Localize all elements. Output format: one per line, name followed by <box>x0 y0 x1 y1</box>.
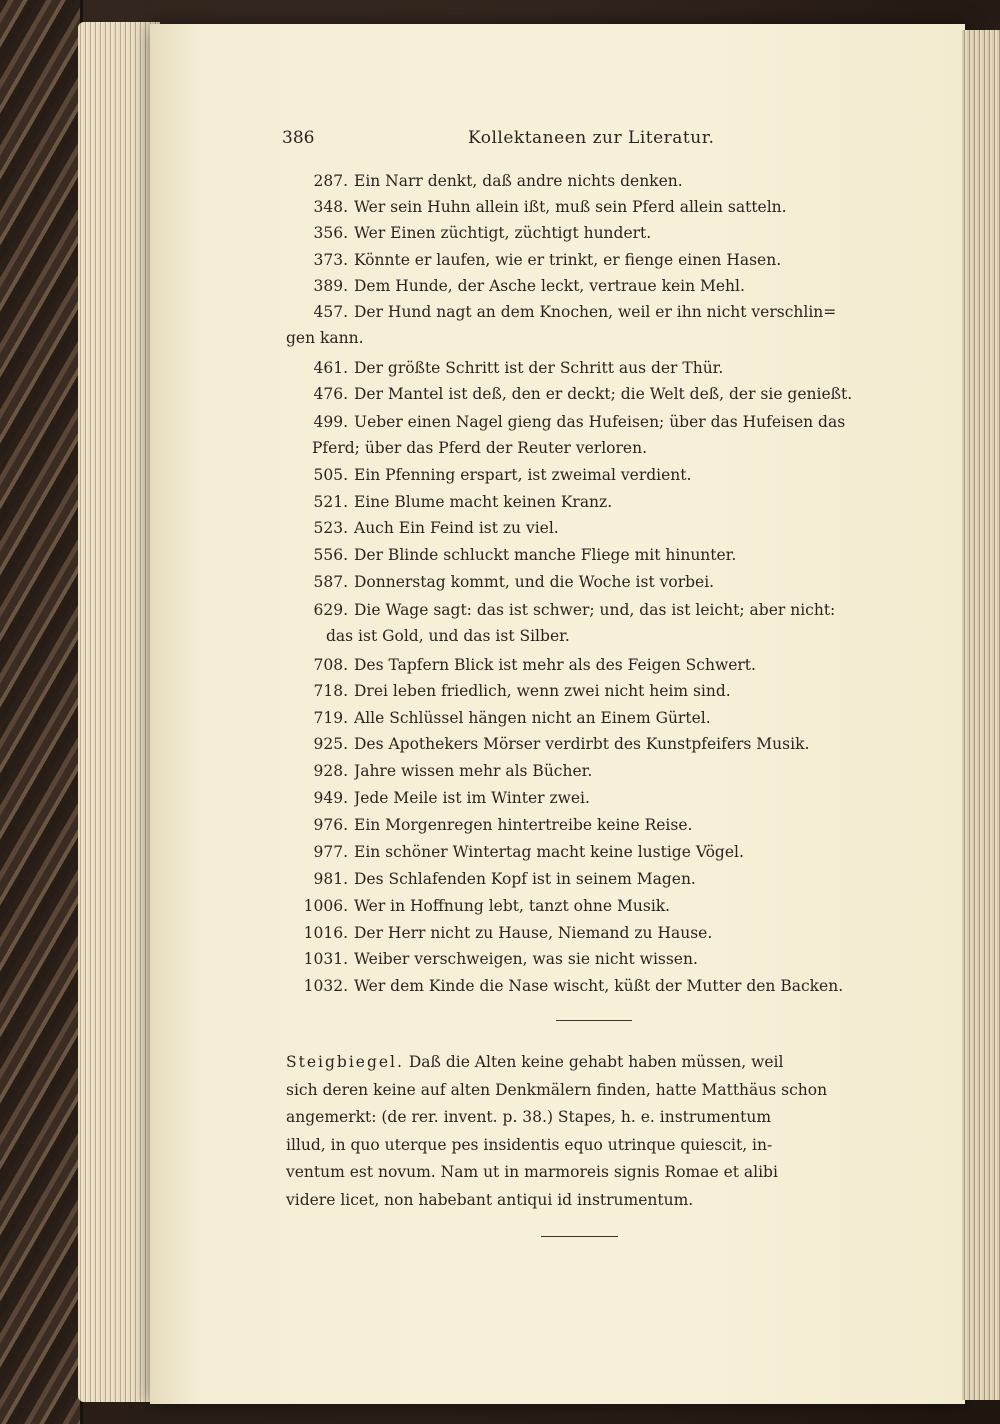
proverb-text: Alle Schlüssel hängen nicht an Einem Gürtel. <box>354 709 711 727</box>
proverb-number: 949. <box>313 789 348 807</box>
proverb-number: 718. <box>313 682 348 700</box>
proverb-text: Der Herr nicht zu Hause, Niemand zu Hause. <box>354 924 713 942</box>
proverb-row <box>282 920 902 946</box>
proverb-number: 1031. <box>303 950 348 968</box>
proverb-text: Ein Morgenregen hintertreibe keine Reise. <box>354 816 693 834</box>
proverb-row <box>282 381 902 407</box>
proverb-text: Wer sein Huhn allein ißt, muß sein Pferd allein satteln. <box>354 198 787 216</box>
proverb-text: Des Tapfern Blick ist mehr als des Feigen Schwert. <box>354 656 756 674</box>
proverb-number: 977. <box>313 843 348 861</box>
proverb-text: Ein schöner Wintertag macht keine lustige Vögel. <box>354 843 744 861</box>
entry-line: angemerkt: (de rer. invent. p. 38.) Stapes, h. e. instrumentum <box>286 1108 772 1126</box>
proverb-row <box>282 194 902 220</box>
proverb-continuation <box>282 623 902 649</box>
proverb-number: 556. <box>313 546 348 564</box>
proverb-text: Wer dem Kinde die Nase wischt, küßt der Mutter den Backen. <box>354 977 844 995</box>
proverb-number: 523. <box>313 519 348 537</box>
proverb-row <box>282 515 902 541</box>
entry-line: sich deren keine auf alten Denkmälern finden, hatte Matthäus schon <box>286 1080 828 1099</box>
proverb-text: Jahre wissen mehr als Bücher. <box>354 762 593 780</box>
proverb-number: 587. <box>313 573 348 591</box>
proverb-row <box>282 705 902 731</box>
proverb-row <box>282 946 902 972</box>
proverb-text: Der Hund nagt an dem Knochen, weil er ihn nicht verschlin= <box>354 303 837 321</box>
proverb-text: Ueber einen Nagel gieng das Hufeisen; über das Hufeisen das <box>354 413 846 431</box>
proverb-row <box>282 247 902 273</box>
proverb-text: Eine Blume macht keinen Kranz. <box>354 493 613 511</box>
proverb-row <box>282 569 902 595</box>
proverb-row <box>282 168 902 194</box>
proverb-text-continued: Pferd; über das Pferd der Reuter verloren. <box>312 439 647 457</box>
entry-paragraph <box>286 1049 890 1214</box>
proverb-row <box>282 652 902 678</box>
proverb-number: 457. <box>313 303 348 321</box>
proverb-number: 1032. <box>303 977 348 995</box>
proverb-number: 356. <box>313 224 348 242</box>
proverb-text: Ein Pfenning erspart, ist zweimal verdient. <box>354 466 692 484</box>
proverb-text-continued: gen kann. <box>286 329 364 347</box>
proverb-row <box>282 866 902 892</box>
proverb-row <box>282 893 902 919</box>
proverb-text: Die Wage sagt: das ist schwer; und, das ist leicht; aber nicht: <box>354 601 836 619</box>
proverb-row <box>282 542 902 568</box>
proverb-number: 981. <box>313 870 348 888</box>
entry-line <box>286 1049 890 1077</box>
proverb-row <box>282 489 902 515</box>
page-edges-right <box>962 30 1000 1400</box>
page-number: 386 <box>282 128 315 148</box>
book-spine <box>0 0 83 1424</box>
proverb-row <box>282 355 902 381</box>
proverb-text: Auch Ein Feind ist zu viel. <box>354 519 559 537</box>
proverb-number: 1006. <box>303 897 348 915</box>
proverb-number: 928. <box>313 762 348 780</box>
proverb-text: Wer Einen züchtigt, züchtigt hundert. <box>354 224 652 242</box>
proverb-number: 287. <box>313 172 348 190</box>
proverb-row <box>282 973 902 999</box>
proverb-row <box>282 462 902 488</box>
entry-heading: Steigbiegel. <box>286 1053 404 1071</box>
proverb-number: 348. <box>313 198 348 216</box>
proverb-row <box>282 678 902 704</box>
proverb-continuation <box>282 325 902 351</box>
proverb-text: Der Mantel ist deß, den er deckt; die Welt deß, der sie genießt. <box>354 385 853 403</box>
proverb-number: 499. <box>313 413 348 431</box>
proverb-number: 925. <box>313 735 348 753</box>
proverb-row <box>282 597 902 623</box>
proverb-text: Donnerstag kommt, und die Woche ist vorbei. <box>354 573 715 591</box>
proverb-text-continued: das ist Gold, und das ist Silber. <box>326 627 570 645</box>
proverb-text: Des Apothekers Mörser verdirbt des Kunstpfeifers Musik. <box>354 735 810 753</box>
proverb-number: 629. <box>313 601 348 619</box>
proverb-row <box>282 273 902 299</box>
proverb-number: 1016. <box>303 924 348 942</box>
proverb-text: Des Schlafenden Kopf ist in seinem Magen. <box>354 870 696 888</box>
section-divider <box>556 1020 632 1021</box>
proverb-text: Ein Narr denkt, daß andre nichts denken. <box>354 172 683 190</box>
proverb-number: 389. <box>313 277 348 295</box>
entry-line: ventum est novum. Nam ut in marmoreis signis Romae et alibi <box>286 1163 778 1181</box>
proverb-number: 461. <box>313 359 348 377</box>
proverb-row <box>282 839 902 865</box>
proverb-text: Jede Meile ist im Winter zwei. <box>354 789 590 807</box>
proverb-text: Der Blinde schluckt manche Fliege mit hinunter. <box>354 546 737 564</box>
entry-line: illud, in quo uterque pes insidentis equo utrinque quiescit, in- <box>286 1135 773 1154</box>
proverb-row <box>282 220 902 246</box>
proverb-row <box>282 409 902 435</box>
end-divider <box>541 1236 618 1237</box>
proverb-text: Der größte Schritt ist der Schritt aus der Thür. <box>354 359 724 377</box>
proverb-row <box>282 758 902 784</box>
proverb-number: 373. <box>313 251 348 269</box>
proverb-text: Weiber verschweigen, was sie nicht wissen. <box>354 950 698 968</box>
proverb-text: Drei leben friedlich, wenn zwei nicht heim sind. <box>354 682 731 700</box>
proverb-number: 976. <box>313 816 348 834</box>
proverb-row <box>282 731 902 757</box>
proverb-text: Wer in Hoffnung lebt, tanzt ohne Musik. <box>354 897 671 915</box>
proverb-continuation <box>282 435 902 461</box>
proverb-text: Dem Hunde, der Asche leckt, vertraue kein Mehl. <box>354 277 745 295</box>
proverb-text: Könnte er laufen, wie er trinkt, er fienge einen Hasen. <box>354 251 782 269</box>
page-edges-left <box>78 22 160 1402</box>
entry-text: Daß die Alten keine gehabt haben müssen, weil <box>403 1053 784 1071</box>
proverb-row <box>282 812 902 838</box>
proverb-number: 476. <box>313 385 348 403</box>
running-head: Kollektaneen zur Literatur. <box>468 128 715 148</box>
proverb-row <box>282 299 902 325</box>
proverb-number: 505. <box>313 466 348 484</box>
proverb-number: 708. <box>313 656 348 674</box>
proverb-row <box>282 785 902 811</box>
entry-line: videre licet, non habebant antiqui id instrumentum. <box>286 1190 694 1209</box>
proverb-number: 521. <box>313 493 348 511</box>
proverb-number: 719. <box>313 709 348 727</box>
